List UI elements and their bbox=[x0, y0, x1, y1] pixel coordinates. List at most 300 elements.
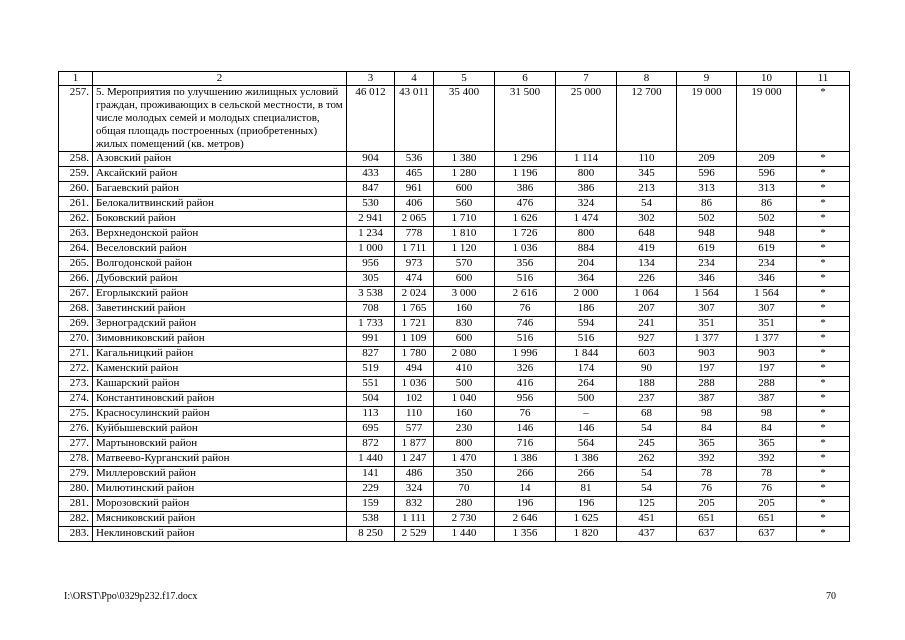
row-name-cell: Зимовниковский район bbox=[93, 332, 347, 347]
value-cell: 264 bbox=[556, 377, 617, 392]
row-number-cell: 268. bbox=[59, 302, 93, 317]
row-number-cell: 271. bbox=[59, 347, 93, 362]
value-cell: * bbox=[797, 377, 850, 392]
row-number-cell: 270. bbox=[59, 332, 93, 347]
value-cell: * bbox=[797, 392, 850, 407]
value-cell: 600 bbox=[434, 332, 495, 347]
value-cell: * bbox=[797, 86, 850, 152]
value-cell: 486 bbox=[395, 467, 434, 482]
header-cell: 7 bbox=[556, 72, 617, 86]
value-cell: 500 bbox=[434, 377, 495, 392]
value-cell: * bbox=[797, 362, 850, 377]
table-row bbox=[59, 452, 850, 467]
value-cell: * bbox=[797, 272, 850, 287]
value-cell: 307 bbox=[737, 302, 797, 317]
value-cell: 637 bbox=[677, 527, 737, 542]
value-cell: * bbox=[797, 407, 850, 422]
value-cell: * bbox=[797, 317, 850, 332]
row-number-cell: 281. bbox=[59, 497, 93, 512]
value-cell: 948 bbox=[737, 227, 797, 242]
row-name-cell: Миллеровский район bbox=[93, 467, 347, 482]
value-cell: 113 bbox=[347, 407, 395, 422]
value-cell: 262 bbox=[617, 452, 677, 467]
value-cell: 350 bbox=[434, 467, 495, 482]
row-name-cell: Красносулинский район bbox=[93, 407, 347, 422]
value-cell: 197 bbox=[677, 362, 737, 377]
value-cell: 351 bbox=[737, 317, 797, 332]
value-cell: 102 bbox=[395, 392, 434, 407]
value-cell: 25 000 bbox=[556, 86, 617, 152]
value-cell: 594 bbox=[556, 317, 617, 332]
row-number-cell: 276. bbox=[59, 422, 93, 437]
value-cell: 14 bbox=[495, 482, 556, 497]
table-row bbox=[59, 242, 850, 257]
value-cell: 538 bbox=[347, 512, 395, 527]
value-cell: 313 bbox=[677, 182, 737, 197]
value-cell: 346 bbox=[677, 272, 737, 287]
value-cell: 903 bbox=[737, 347, 797, 362]
value-cell: 196 bbox=[556, 497, 617, 512]
value-cell: 134 bbox=[617, 257, 677, 272]
value-cell: 596 bbox=[737, 167, 797, 182]
value-cell: 502 bbox=[677, 212, 737, 227]
table-row bbox=[59, 227, 850, 242]
row-number-cell: 273. bbox=[59, 377, 93, 392]
value-cell: * bbox=[797, 497, 850, 512]
value-cell: 1 036 bbox=[395, 377, 434, 392]
value-cell: 2 646 bbox=[495, 512, 556, 527]
value-cell: 1 626 bbox=[495, 212, 556, 227]
value-cell: 159 bbox=[347, 497, 395, 512]
value-cell: * bbox=[797, 437, 850, 452]
value-cell: 54 bbox=[617, 467, 677, 482]
header-cell: 3 bbox=[347, 72, 395, 86]
value-cell: 1 064 bbox=[617, 287, 677, 302]
row-name-cell: Матвеево-Курганский район bbox=[93, 452, 347, 467]
table-header-row bbox=[59, 72, 850, 86]
header-cell: 1 bbox=[59, 72, 93, 86]
value-cell: 160 bbox=[434, 407, 495, 422]
header-cell: 5 bbox=[434, 72, 495, 86]
header-cell: 6 bbox=[495, 72, 556, 86]
value-cell: 1 380 bbox=[434, 152, 495, 167]
value-cell: 356 bbox=[495, 257, 556, 272]
row-number-cell: 258. bbox=[59, 152, 93, 167]
row-number-cell: 261. bbox=[59, 197, 93, 212]
header-cell: 8 bbox=[617, 72, 677, 86]
value-cell: 392 bbox=[737, 452, 797, 467]
row-name-cell: Куйбышевский район bbox=[93, 422, 347, 437]
value-cell: 364 bbox=[556, 272, 617, 287]
value-cell: 125 bbox=[617, 497, 677, 512]
value-cell: 1 120 bbox=[434, 242, 495, 257]
row-name-cell: Белокалитвинский район bbox=[93, 197, 347, 212]
value-cell: 884 bbox=[556, 242, 617, 257]
value-cell: 637 bbox=[737, 527, 797, 542]
value-cell: 196 bbox=[495, 497, 556, 512]
value-cell: * bbox=[797, 467, 850, 482]
data-table bbox=[58, 71, 850, 542]
value-cell: 778 bbox=[395, 227, 434, 242]
value-cell: 280 bbox=[434, 497, 495, 512]
table-body bbox=[59, 86, 850, 542]
value-cell: 1 810 bbox=[434, 227, 495, 242]
value-cell: 800 bbox=[434, 437, 495, 452]
value-cell: 46 012 bbox=[347, 86, 395, 152]
row-number-cell: 283. bbox=[59, 527, 93, 542]
value-cell: 76 bbox=[677, 482, 737, 497]
page-number: 70 bbox=[826, 591, 836, 602]
value-cell: 226 bbox=[617, 272, 677, 287]
row-number-cell: 278. bbox=[59, 452, 93, 467]
value-cell: 596 bbox=[677, 167, 737, 182]
value-cell: 68 bbox=[617, 407, 677, 422]
value-cell: 961 bbox=[395, 182, 434, 197]
value-cell: 54 bbox=[617, 197, 677, 212]
value-cell: 186 bbox=[556, 302, 617, 317]
value-cell: 619 bbox=[677, 242, 737, 257]
row-name-cell: Кашарский район bbox=[93, 377, 347, 392]
value-cell: 237 bbox=[617, 392, 677, 407]
value-cell: 197 bbox=[737, 362, 797, 377]
value-cell: 12 700 bbox=[617, 86, 677, 152]
value-cell: 234 bbox=[677, 257, 737, 272]
value-cell: * bbox=[797, 302, 850, 317]
row-name-cell: Мясниковский район bbox=[93, 512, 347, 527]
table-row bbox=[59, 302, 850, 317]
row-number-cell: 277. bbox=[59, 437, 93, 452]
value-cell: 188 bbox=[617, 377, 677, 392]
row-number-cell: 272. bbox=[59, 362, 93, 377]
value-cell: 516 bbox=[495, 272, 556, 287]
value-cell: 695 bbox=[347, 422, 395, 437]
row-number-cell: 263. bbox=[59, 227, 93, 242]
value-cell: 386 bbox=[556, 182, 617, 197]
header-cell: 11 bbox=[797, 72, 850, 86]
table-row bbox=[59, 407, 850, 422]
row-name-cell: Заветинский район bbox=[93, 302, 347, 317]
value-cell: * bbox=[797, 167, 850, 182]
value-cell: 98 bbox=[677, 407, 737, 422]
row-number-cell: 269. bbox=[59, 317, 93, 332]
value-cell: 234 bbox=[737, 257, 797, 272]
row-name-cell: Милютинский район bbox=[93, 482, 347, 497]
value-cell: 209 bbox=[677, 152, 737, 167]
document-path: I:\ORST\Ppo\0329p232.f17.docx bbox=[64, 591, 198, 602]
table-row bbox=[59, 392, 850, 407]
value-cell: 1 996 bbox=[495, 347, 556, 362]
value-cell: 76 bbox=[737, 482, 797, 497]
table-row bbox=[59, 152, 850, 167]
value-cell: 78 bbox=[677, 467, 737, 482]
value-cell: 847 bbox=[347, 182, 395, 197]
value-cell: 365 bbox=[737, 437, 797, 452]
value-cell: 2 024 bbox=[395, 287, 434, 302]
row-name-cell: Зерноградский район bbox=[93, 317, 347, 332]
value-cell: 160 bbox=[434, 302, 495, 317]
value-cell: 54 bbox=[617, 482, 677, 497]
value-cell: 266 bbox=[556, 467, 617, 482]
value-cell: 648 bbox=[617, 227, 677, 242]
value-cell: 2 529 bbox=[395, 527, 434, 542]
value-cell: 146 bbox=[556, 422, 617, 437]
value-cell: 43 011 bbox=[395, 86, 434, 152]
value-cell: 81 bbox=[556, 482, 617, 497]
value-cell: * bbox=[797, 212, 850, 227]
table-row bbox=[59, 347, 850, 362]
value-cell: 504 bbox=[347, 392, 395, 407]
value-cell: 410 bbox=[434, 362, 495, 377]
value-cell: 832 bbox=[395, 497, 434, 512]
table-row bbox=[59, 362, 850, 377]
value-cell: * bbox=[797, 527, 850, 542]
value-cell: 570 bbox=[434, 257, 495, 272]
value-cell: 392 bbox=[677, 452, 737, 467]
value-cell: * bbox=[797, 332, 850, 347]
value-cell: 519 bbox=[347, 362, 395, 377]
value-cell: 1 247 bbox=[395, 452, 434, 467]
value-cell: 500 bbox=[556, 392, 617, 407]
value-cell: 416 bbox=[495, 377, 556, 392]
value-cell: 288 bbox=[677, 377, 737, 392]
value-cell: 110 bbox=[617, 152, 677, 167]
value-cell: 1 386 bbox=[556, 452, 617, 467]
value-cell: 1 196 bbox=[495, 167, 556, 182]
table-row bbox=[59, 482, 850, 497]
value-cell: 1 844 bbox=[556, 347, 617, 362]
value-cell: 78 bbox=[737, 467, 797, 482]
value-cell: 437 bbox=[617, 527, 677, 542]
row-number-cell: 280. bbox=[59, 482, 93, 497]
value-cell: 716 bbox=[495, 437, 556, 452]
value-cell: 387 bbox=[677, 392, 737, 407]
value-cell: 345 bbox=[617, 167, 677, 182]
value-cell: 387 bbox=[737, 392, 797, 407]
row-name-cell: Аксайский район bbox=[93, 167, 347, 182]
value-cell: 2 730 bbox=[434, 512, 495, 527]
row-number-cell: 282. bbox=[59, 512, 93, 527]
value-cell: 1 625 bbox=[556, 512, 617, 527]
row-number-cell: 260. bbox=[59, 182, 93, 197]
value-cell: 313 bbox=[737, 182, 797, 197]
value-cell: 516 bbox=[495, 332, 556, 347]
value-cell: 205 bbox=[677, 497, 737, 512]
value-cell: 1 711 bbox=[395, 242, 434, 257]
value-cell: 830 bbox=[434, 317, 495, 332]
value-cell: 110 bbox=[395, 407, 434, 422]
value-cell: 603 bbox=[617, 347, 677, 362]
value-cell: 1 726 bbox=[495, 227, 556, 242]
row-number-cell: 257. bbox=[59, 86, 93, 152]
value-cell: 1 564 bbox=[677, 287, 737, 302]
value-cell: 406 bbox=[395, 197, 434, 212]
value-cell: 351 bbox=[677, 317, 737, 332]
value-cell: 516 bbox=[556, 332, 617, 347]
value-cell: 872 bbox=[347, 437, 395, 452]
value-cell: 1 036 bbox=[495, 242, 556, 257]
value-cell: 1 000 bbox=[347, 242, 395, 257]
value-cell: 365 bbox=[677, 437, 737, 452]
value-cell: 619 bbox=[737, 242, 797, 257]
row-number-cell: 274. bbox=[59, 392, 93, 407]
header-cell: 4 bbox=[395, 72, 434, 86]
value-cell: 141 bbox=[347, 467, 395, 482]
value-cell: 600 bbox=[434, 182, 495, 197]
row-name-cell: Багаевский район bbox=[93, 182, 347, 197]
value-cell: 302 bbox=[617, 212, 677, 227]
value-cell: 3 000 bbox=[434, 287, 495, 302]
value-cell: 419 bbox=[617, 242, 677, 257]
value-cell: 1 765 bbox=[395, 302, 434, 317]
value-cell: 973 bbox=[395, 257, 434, 272]
value-cell: 1 474 bbox=[556, 212, 617, 227]
table-row bbox=[59, 317, 850, 332]
table-row bbox=[59, 377, 850, 392]
value-cell: 1 109 bbox=[395, 332, 434, 347]
row-name-cell: Мартыновский район bbox=[93, 437, 347, 452]
value-cell: 956 bbox=[347, 257, 395, 272]
row-name-cell: Неклиновский район bbox=[93, 527, 347, 542]
value-cell: 1 733 bbox=[347, 317, 395, 332]
value-cell: 1 296 bbox=[495, 152, 556, 167]
value-cell: 98 bbox=[737, 407, 797, 422]
table-row bbox=[59, 527, 850, 542]
value-cell: 451 bbox=[617, 512, 677, 527]
value-cell: 927 bbox=[617, 332, 677, 347]
value-cell: 204 bbox=[556, 257, 617, 272]
value-cell: 651 bbox=[677, 512, 737, 527]
value-cell: 54 bbox=[617, 422, 677, 437]
value-cell: * bbox=[797, 482, 850, 497]
value-cell: 305 bbox=[347, 272, 395, 287]
value-cell: 70 bbox=[434, 482, 495, 497]
value-cell: 1 780 bbox=[395, 347, 434, 362]
header-cell: 2 bbox=[93, 72, 347, 86]
value-cell: 19 000 bbox=[677, 86, 737, 152]
value-cell: * bbox=[797, 287, 850, 302]
value-cell: 288 bbox=[737, 377, 797, 392]
value-cell: 536 bbox=[395, 152, 434, 167]
table-row bbox=[59, 332, 850, 347]
table-row bbox=[59, 422, 850, 437]
value-cell: 229 bbox=[347, 482, 395, 497]
value-cell: 1 377 bbox=[737, 332, 797, 347]
value-cell: 577 bbox=[395, 422, 434, 437]
row-number-cell: 262. bbox=[59, 212, 93, 227]
value-cell: 1 377 bbox=[677, 332, 737, 347]
value-cell: * bbox=[797, 257, 850, 272]
value-cell: 991 bbox=[347, 332, 395, 347]
value-cell: 86 bbox=[737, 197, 797, 212]
value-cell: 746 bbox=[495, 317, 556, 332]
value-cell: 84 bbox=[677, 422, 737, 437]
value-cell: 1 820 bbox=[556, 527, 617, 542]
value-cell: 307 bbox=[677, 302, 737, 317]
value-cell: 551 bbox=[347, 377, 395, 392]
row-name-cell: Волгодонской район bbox=[93, 257, 347, 272]
table-row bbox=[59, 512, 850, 527]
value-cell: 76 bbox=[495, 407, 556, 422]
row-name-cell: Боковский район bbox=[93, 212, 347, 227]
table-row bbox=[59, 167, 850, 182]
value-cell: 476 bbox=[495, 197, 556, 212]
value-cell: * bbox=[797, 182, 850, 197]
value-cell: 3 538 bbox=[347, 287, 395, 302]
value-cell: 326 bbox=[495, 362, 556, 377]
value-cell: 1 440 bbox=[347, 452, 395, 467]
value-cell: * bbox=[797, 152, 850, 167]
value-cell: 35 400 bbox=[434, 86, 495, 152]
value-cell: * bbox=[797, 347, 850, 362]
value-cell: 205 bbox=[737, 497, 797, 512]
value-cell: 560 bbox=[434, 197, 495, 212]
table-row bbox=[59, 437, 850, 452]
table-row bbox=[59, 497, 850, 512]
row-number-cell: 259. bbox=[59, 167, 93, 182]
value-cell: 800 bbox=[556, 227, 617, 242]
row-number-cell: 266. bbox=[59, 272, 93, 287]
value-cell: 1 710 bbox=[434, 212, 495, 227]
value-cell: 651 bbox=[737, 512, 797, 527]
value-cell: 564 bbox=[556, 437, 617, 452]
value-cell: 346 bbox=[737, 272, 797, 287]
value-cell: 600 bbox=[434, 272, 495, 287]
value-cell: 2 000 bbox=[556, 287, 617, 302]
table-row bbox=[59, 467, 850, 482]
value-cell: 1 111 bbox=[395, 512, 434, 527]
value-cell: 433 bbox=[347, 167, 395, 182]
row-name-cell: Егорлыкский район bbox=[93, 287, 347, 302]
row-number-cell: 267. bbox=[59, 287, 93, 302]
row-number-cell: 275. bbox=[59, 407, 93, 422]
row-name-cell: Верхнедонской район bbox=[93, 227, 347, 242]
value-cell: 213 bbox=[617, 182, 677, 197]
value-cell: * bbox=[797, 227, 850, 242]
value-cell: 502 bbox=[737, 212, 797, 227]
value-cell: 2 616 bbox=[495, 287, 556, 302]
value-cell: 494 bbox=[395, 362, 434, 377]
value-cell: 207 bbox=[617, 302, 677, 317]
value-cell: * bbox=[797, 422, 850, 437]
value-cell: * bbox=[797, 452, 850, 467]
value-cell: 1 721 bbox=[395, 317, 434, 332]
value-cell: 1 470 bbox=[434, 452, 495, 467]
value-cell: 230 bbox=[434, 422, 495, 437]
value-cell: 530 bbox=[347, 197, 395, 212]
value-cell: 90 bbox=[617, 362, 677, 377]
table-row bbox=[59, 212, 850, 227]
value-cell: 266 bbox=[495, 467, 556, 482]
value-cell: 324 bbox=[395, 482, 434, 497]
row-name-cell: Морозовский район bbox=[93, 497, 347, 512]
value-cell: 708 bbox=[347, 302, 395, 317]
value-cell: 474 bbox=[395, 272, 434, 287]
value-cell: * bbox=[797, 242, 850, 257]
value-cell: 76 bbox=[495, 302, 556, 317]
value-cell: 245 bbox=[617, 437, 677, 452]
value-cell: * bbox=[797, 512, 850, 527]
row-number-cell: 279. bbox=[59, 467, 93, 482]
value-cell: 800 bbox=[556, 167, 617, 182]
value-cell: 2 065 bbox=[395, 212, 434, 227]
value-cell: 2 080 bbox=[434, 347, 495, 362]
value-cell: 1 440 bbox=[434, 527, 495, 542]
value-cell: 1 877 bbox=[395, 437, 434, 452]
value-cell: 84 bbox=[737, 422, 797, 437]
value-cell: 209 bbox=[737, 152, 797, 167]
value-cell: 2 941 bbox=[347, 212, 395, 227]
value-cell: 1 356 bbox=[495, 527, 556, 542]
